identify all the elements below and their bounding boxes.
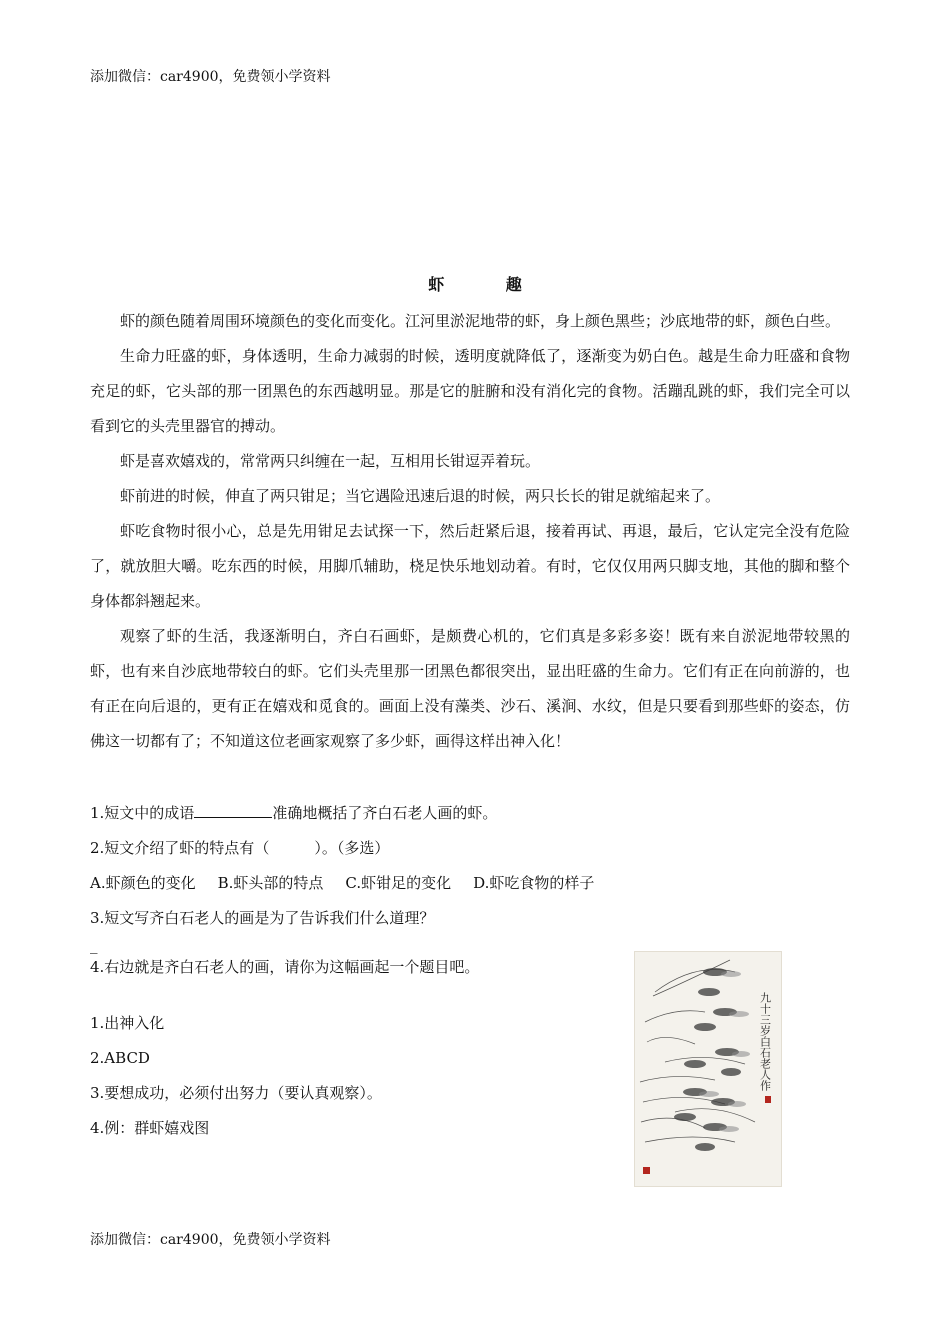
question-4: 4.右边就是齐白石老人的画，请你为这幅画起一个题目吧。 <box>90 958 480 976</box>
passage-paragraph: 生命力旺盛的虾，身体透明，生命力减弱的时候，透明度就降低了，逐渐变为奶白色。越是生命力旺盛和食物充足的虾，它头部的那一团黑色的东西越明显。那是它的脏腑和没有消化完的食物。活蹦乱跳的虾，我们完全可以看到它的头壳里器官的搏动。 <box>90 347 850 435</box>
option-c: C.虾钳足的变化 <box>345 874 452 892</box>
question-1-text-end: 准确地概括了齐白石老人画的虾。 <box>272 804 498 822</box>
answer-4: 4.例：群虾嬉戏图 <box>90 1119 210 1137</box>
question-3: 3.短文写齐白石老人的画是为了告诉我们什么道理？ <box>90 909 435 927</box>
question-2-options <box>90 866 850 901</box>
option-a: A.虾颜色的变化 <box>90 874 196 892</box>
passage-paragraph: 虾是喜欢嬉戏的，常常两只纠缠在一起，互相用长钳逗弄着玩。 <box>120 452 541 470</box>
passage <box>90 304 850 759</box>
passage-paragraph: 虾的颜色随着周围环境颜色的变化而变化。江河里淤泥地带的虾，身上颜色黑些；沙底地带的虾，颜色白些。 <box>120 312 841 330</box>
header-note: 添加微信：car4900，免费领小学资料 <box>90 69 331 85</box>
seal-mark <box>765 1096 771 1103</box>
shrimp-painting-image <box>635 952 781 1186</box>
question-1 <box>90 796 850 831</box>
footer-note: 添加微信：car4900，免费领小学资料 <box>90 1232 331 1248</box>
shrimp-painting <box>634 951 782 1187</box>
question-2: 2.短文介绍了虾的特点有（ ）。（多选） <box>90 839 390 857</box>
passage-paragraph: 观察了虾的生活，我逐渐明白，齐白石画虾，是颇费心机的，它们真是多彩多姿！既有来自淤泥地带较黑的虾，也有来自沙底地带较白的虾。它们头壳里那一团黑色都很突出，显出旺盛的生命力。它们有正在向前游的，也有正在向后退的，更有正在嬉戏和觅食的。画面上没有藻类、沙石、溪涧、水纹，但是只要看到那些虾的姿态，仿佛这一切都有了；不知道这位老画家观察了多少虾，画得这样出神入化！ <box>90 627 850 750</box>
option-d: D.虾吃食物的样子 <box>473 874 595 892</box>
seal-mark <box>643 1167 650 1174</box>
answer-1: 1.出神入化 <box>90 1014 165 1032</box>
passage-paragraph: 虾前进的时候，伸直了两只钳足；当它遇险迅速后退的时候，两只长长的钳足就缩起来了。 <box>120 487 721 505</box>
answer-blank[interactable] <box>194 802 272 818</box>
page-title: 虾 趣 <box>428 275 550 294</box>
answer-3: 3.要想成功，必须付出努力（要认真观察）。 <box>90 1084 382 1102</box>
painting-inscription: 九十三岁白石老人作 <box>758 992 772 1091</box>
answer-2: 2.ABCD <box>90 1049 150 1067</box>
question-1-text: 1.短文中的成语 <box>90 804 195 822</box>
option-b: B.虾头部的特点 <box>217 874 324 892</box>
passage-paragraph: 虾吃食物时很小心，总是先用钳足去试探一下，然后赶紧后退，接着再试、再退，最后，它认定完全没有危险了，就放胆大嚼。吃东西的时候，用脚爪辅助，桡足快乐地划动着。有时，它仅仅用两只脚支地，其他的脚和整个身体都斜翘起来。 <box>90 522 850 610</box>
answer-line-mark: _ <box>90 936 98 954</box>
answer-key <box>90 1006 590 1146</box>
